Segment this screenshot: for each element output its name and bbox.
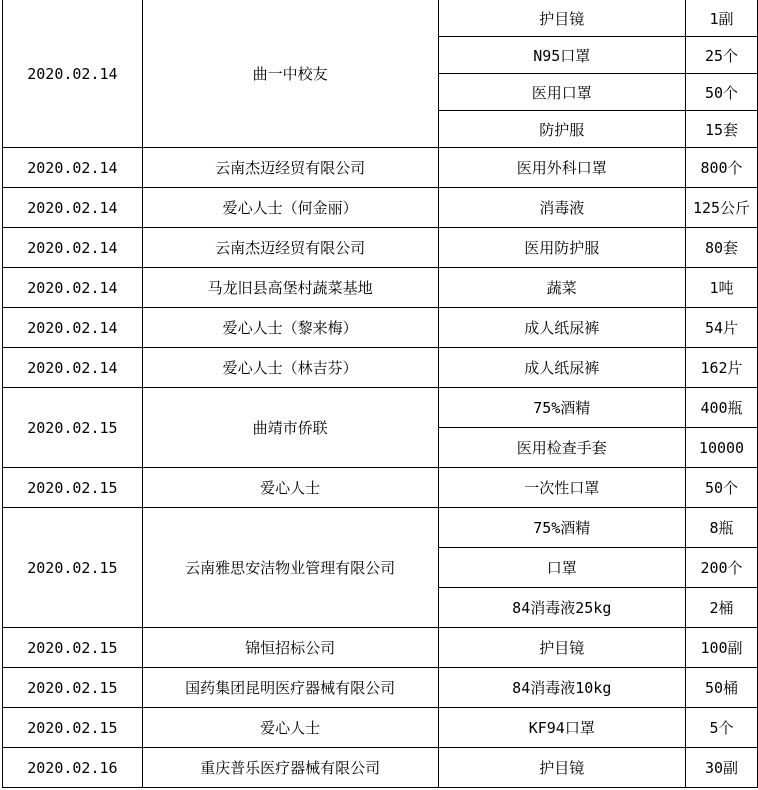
donor-cell: 云南杰迈经贸有限公司 [142,148,438,188]
donor-cell: 马龙旧县高堡村蔬菜基地 [142,268,438,308]
item-cell: 医用检查手套 [438,428,685,468]
item-cell: 护目镜 [438,748,685,788]
date-cell: 2020.02.14 [3,228,143,268]
quantity-cell: 400瓶 [686,388,758,428]
quantity-cell: 25个 [686,37,758,74]
table-row [3,148,758,188]
table-row [3,188,758,228]
item-cell: 消毒液 [438,188,685,228]
item-cell: 蔬菜 [438,268,685,308]
date-cell: 2020.02.14 [3,148,143,188]
quantity-cell: 125公斤 [686,188,758,228]
item-cell: 医用外科口罩 [438,148,685,188]
item-cell: 医用防护服 [438,228,685,268]
date-cell: 2020.02.14 [3,188,143,228]
table-row [3,268,758,308]
quantity-cell: 54片 [686,308,758,348]
quantity-cell: 100副 [686,628,758,668]
item-cell: 75%酒精 [438,388,685,428]
item-cell: 护目镜 [438,0,685,37]
quantity-cell: 162片 [686,348,758,388]
table-row [3,748,758,788]
table-row [3,628,758,668]
quantity-cell: 30副 [686,748,758,788]
donor-cell: 云南杰迈经贸有限公司 [142,228,438,268]
quantity-cell: 800个 [686,148,758,188]
quantity-cell: 5个 [686,708,758,748]
date-cell: 2020.02.14 [3,348,143,388]
item-cell: 口罩 [438,548,685,588]
date-cell: 2020.02.15 [3,708,143,748]
quantity-cell: 10000 [686,428,758,468]
donation-table [2,0,758,788]
table-row [3,468,758,508]
table-row [3,228,758,268]
quantity-cell: 1吨 [686,268,758,308]
item-cell: 成人纸尿裤 [438,348,685,388]
date-cell: 2020.02.15 [3,508,143,628]
item-cell: 护目镜 [438,628,685,668]
donor-cell: 爱心人士（林吉芬） [142,348,438,388]
date-cell: 2020.02.14 [3,0,143,148]
date-cell: 2020.02.15 [3,388,143,468]
donor-cell: 爱心人士（何金丽） [142,188,438,228]
donor-cell: 国药集团昆明医疗器械有限公司 [142,668,438,708]
table-row [3,388,758,428]
quantity-cell: 2桶 [686,588,758,628]
item-cell: 75%酒精 [438,508,685,548]
table-row [3,508,758,548]
quantity-cell: 50桶 [686,668,758,708]
item-cell: 医用口罩 [438,74,685,111]
quantity-cell: 1副 [686,0,758,37]
quantity-cell: 200个 [686,548,758,588]
item-cell: 一次性口罩 [438,468,685,508]
table-row [3,708,758,748]
item-cell: 84消毒液25kg [438,588,685,628]
quantity-cell: 80套 [686,228,758,268]
item-cell: N95口罩 [438,37,685,74]
table-row [3,348,758,388]
donor-cell: 曲一中校友 [142,0,438,148]
donor-cell: 云南雅思安洁物业管理有限公司 [142,508,438,628]
donor-cell: 爱心人士 [142,708,438,748]
item-cell: 防护服 [438,111,685,148]
date-cell: 2020.02.14 [3,308,143,348]
donor-cell: 爱心人士（黎来梅） [142,308,438,348]
date-cell: 2020.02.15 [3,468,143,508]
item-cell: 84消毒液10kg [438,668,685,708]
donor-cell: 爱心人士 [142,468,438,508]
date-cell: 2020.02.15 [3,628,143,668]
donor-cell: 锦恒招标公司 [142,628,438,668]
quantity-cell: 50个 [686,74,758,111]
date-cell: 2020.02.15 [3,668,143,708]
donor-cell: 曲靖市侨联 [142,388,438,468]
item-cell: 成人纸尿裤 [438,308,685,348]
table-row [3,668,758,708]
donor-cell: 重庆普乐医疗器械有限公司 [142,748,438,788]
date-cell: 2020.02.14 [3,268,143,308]
table-row [3,0,758,37]
date-cell: 2020.02.16 [3,748,143,788]
table-row [3,308,758,348]
quantity-cell: 50个 [686,468,758,508]
item-cell: KF94口罩 [438,708,685,748]
quantity-cell: 8瓶 [686,508,758,548]
quantity-cell: 15套 [686,111,758,148]
